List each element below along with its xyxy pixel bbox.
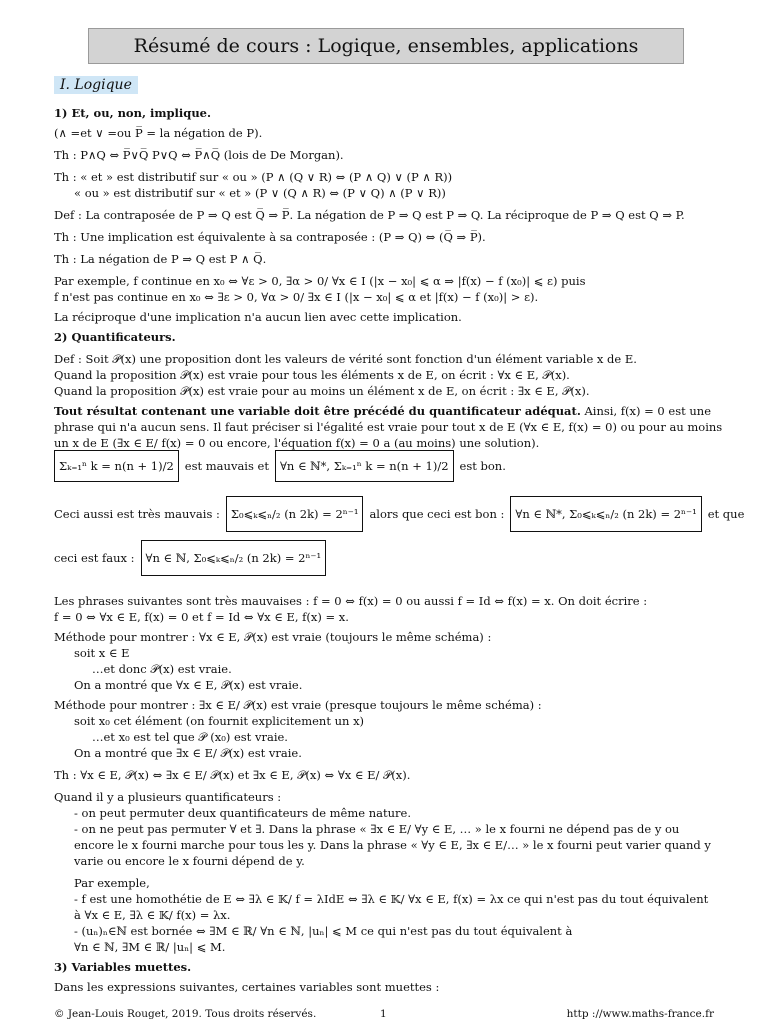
notation-line: (∧ =et ∨ =ou P̅ = la négation de P). [54, 126, 263, 140]
page [54, 26, 745, 1020]
rule-paragraph-line-1 [54, 404, 711, 418]
example-bornee-1: - (uₙ)ₙ∈ℕ est bornée ⇔ ∃M ∈ ℝ/ ∀n ∈ ℕ, |uₙ| ⩽ M ce qui n'est pas du tout équivalent à [74, 924, 573, 938]
formula-bad-2: Σ₀⩽ₖ⩽ₙ/₂ (n 2k) = 2ⁿ⁻¹ [226, 496, 364, 532]
method-exists-step-1: soit x₀ cet élément (on fournit explicitement un x) [74, 714, 365, 728]
theorem-negation: Th : La négation de P ⇒ Q est P ∧ Q̅. [54, 252, 267, 266]
definition-contraposee: Def : La contraposée de P ⇒ Q est Q̅ ⇒ P̅. La négation de P ⇒ Q est P ⇒ Q. La réciproque de P ⇒ Q est Q ⇒ P. [54, 208, 685, 222]
footer-copyright: © Jean-Louis Rouget, 2019. Tous droits réservés. [54, 1008, 317, 1020]
multi-quantifiers-2: - on ne peut pas permuter ∀ et ∃. Dans la phrase « ∃x ∈ E/ ∀y ∈ E, … » le x fourni ne dépend pas de y ou [74, 822, 680, 836]
multi-quantifiers: Quand il y a plusieurs quantificateurs : [54, 790, 282, 804]
method-forall-step-3: On a montré que ∀x ∈ E, 𝒫(x) est vraie. [74, 678, 303, 692]
method-forall-step-1: soit x ∈ E [74, 646, 130, 660]
definition-quantifier-2: Quand la proposition 𝒫(x) est vraie pour tous les éléments x de E, on écrit : ∀x ∈ E, 𝒫(x). [54, 368, 570, 382]
reciproque-line: La réciproque d'une implication n'a aucun lien avec cette implication. [54, 310, 462, 324]
example-heading: Par exemple, [74, 876, 150, 890]
equation-row-2 [54, 496, 744, 532]
page-title: Résumé de cours : Logique, ensembles, applications [133, 35, 639, 57]
subheading-2: 2) Quantificateurs. [54, 330, 176, 344]
ceci-and-label: et que [707, 507, 745, 521]
title-box [88, 28, 684, 64]
bad-phrases-line-2: f = 0 ⇔ ∀x ∈ E, f(x) = 0 et f = Id ⇔ ∀x ∈ E, f(x) = x. [54, 610, 349, 624]
example-line-1: Par exemple, f continue en x₀ ⇔ ∀ε > 0, ∃α > 0/ ∀x ∈ I (|x − x₀| ⩽ α ⇒ |f(x) − f (x₀)| ⩽ ε) puis [54, 274, 586, 288]
method-forall: Méthode pour montrer : ∀x ∈ E, 𝒫(x) est vraie (toujours le même schéma) : [54, 630, 492, 644]
variables-muettes-line: Dans les expressions suivantes, certaines variables sont muettes : [54, 980, 440, 994]
footer-url: http ://www.maths-france.fr [566, 1008, 714, 1020]
footer-page-number: 1 [380, 1008, 387, 1020]
theorem-negation-quantifiers: Th : ∀x ∈ E, 𝒫(x) ⇔ ∃x ∈ E/ 𝒫(x) et ∃x ∈ E, 𝒫(x) ⇔ ∀x ∈ E/ 𝒫(x). [54, 768, 411, 782]
formula-good-1: ∀n ∈ ℕ*, Σₖ₌₁ⁿ k = n(n + 1)/2 [275, 450, 454, 482]
multi-quantifiers-4: varie ou encore le x fourni dépend de y. [74, 854, 305, 868]
ceci-good-label: alors que ceci est bon : [369, 507, 505, 521]
rule-bold: Tout résultat contenant une variable doit être précédé du quantificateur adéquat. [54, 404, 581, 418]
rule-paragraph-line-3: un x de E (∃x ∈ E/ f(x) = 0 ou encore, l'équation f(x) = 0 a (au moins) une solution). [54, 436, 540, 450]
theorem-contraposee: Th : Une implication est équivalente à sa contraposée : (P ⇒ Q) ⇔ (Q̅ ⇒ P̅). [54, 230, 486, 244]
subheading-1: 1) Et, ou, non, implique. [54, 106, 212, 120]
subheading-3: 3) Variables muettes. [54, 960, 192, 974]
formula-false: ∀n ∈ ℕ, Σ₀⩽ₖ⩽ₙ/₂ (n 2k) = 2ⁿ⁻¹ [141, 540, 327, 576]
bad-phrases-line-1: Les phrases suivantes sont très mauvaises : f = 0 ⇔ f(x) = 0 ou aussi f = Id ⇔ f(x) = x. On doit écrire : [54, 594, 648, 608]
theorem-distributive-2: « ou » est distributif sur « et » (P ∨ (Q ∧ R) ⇔ (P ∨ Q) ∧ (P ∨ R)) [74, 186, 446, 200]
formula-bad-1: Σₖ₌₁ⁿ k = n(n + 1)/2 [54, 450, 179, 482]
method-exists-step-2: …et x₀ est tel que 𝒫 (x₀) est vraie. [92, 730, 288, 744]
multi-quantifiers-1: - on peut permuter deux quantificateurs de même nature. [74, 806, 411, 820]
section-heading: I. Logique [54, 76, 138, 94]
formula-good-label: est bon. [459, 459, 506, 473]
ceci-false-label: ceci est faux : [54, 551, 135, 565]
theorem-de-morgan: Th : P∧Q ⇔ P̅∨Q̅ P∨Q ⇔ P̅∧Q̅ (lois de De Morgan). [54, 148, 344, 162]
method-exists: Méthode pour montrer : ∃x ∈ E/ 𝒫(x) est vraie (presque toujours le même schéma) : [54, 698, 542, 712]
definition-quantifier-1: Def : Soit 𝒫(x) une proposition dont les valeurs de vérité sont fonction d'un élément variable x de E. [54, 352, 637, 366]
formula-good-2: ∀n ∈ ℕ*, Σ₀⩽ₖ⩽ₙ/₂ (n 2k) = 2ⁿ⁻¹ [510, 496, 701, 532]
ceci-bad-label: Ceci aussi est très mauvais : [54, 507, 220, 521]
formula-bad-label: est mauvais et [184, 459, 269, 473]
example-bornee-2: ∀n ∈ ℕ, ∃M ∈ ℝ/ |uₙ| ⩽ M. [74, 940, 226, 954]
example-homothetie-2: à ∀x ∈ E, ∃λ ∈ 𝕂/ f(x) = λx. [74, 908, 231, 922]
method-exists-step-3: On a montré que ∃x ∈ E/ 𝒫(x) est vraie. [74, 746, 302, 760]
equation-row-3 [54, 540, 326, 576]
definition-quantifier-3: Quand la proposition 𝒫(x) est vraie pour au moins un élément x de E, on écrit : ∃x ∈ E, 𝒫(x). [54, 384, 590, 398]
rule-paragraph-line-2: phrase qui n'a aucun sens. Il faut préciser si l'égalité est vraie pour tout x de E (∀x ∈ E, f(x) = 0) ou pour au moins [54, 420, 723, 434]
rule-rest: Ainsi, f(x) = 0 est une [580, 404, 712, 418]
equation-row-1 [54, 450, 506, 482]
example-homothetie-1: - f est une homothétie de E ⇔ ∃λ ∈ 𝕂/ f = λIdE ⇔ ∃λ ∈ 𝕂/ ∀x ∈ E, f(x) = λx ce qui n'est pas du tout équivalent [74, 892, 709, 906]
method-forall-step-2: …et donc 𝒫(x) est vraie. [92, 662, 232, 676]
multi-quantifiers-3: encore le x fourni marche pour tous les y. Dans la phrase « ∀y ∈ E, ∃x ∈ E/… » le x fourni peut varier quand y [74, 838, 711, 852]
example-line-2: f n'est pas continue en x₀ ⇔ ∃ε > 0, ∀α > 0/ ∃x ∈ I (|x − x₀| ⩽ α et |f(x) − f (x₀)| > ε). [54, 290, 539, 304]
theorem-distributive-1: Th : « et » est distributif sur « ou » (P ∧ (Q ∨ R) ⇔ (P ∧ Q) ∨ (P ∧ R)) [54, 170, 453, 184]
